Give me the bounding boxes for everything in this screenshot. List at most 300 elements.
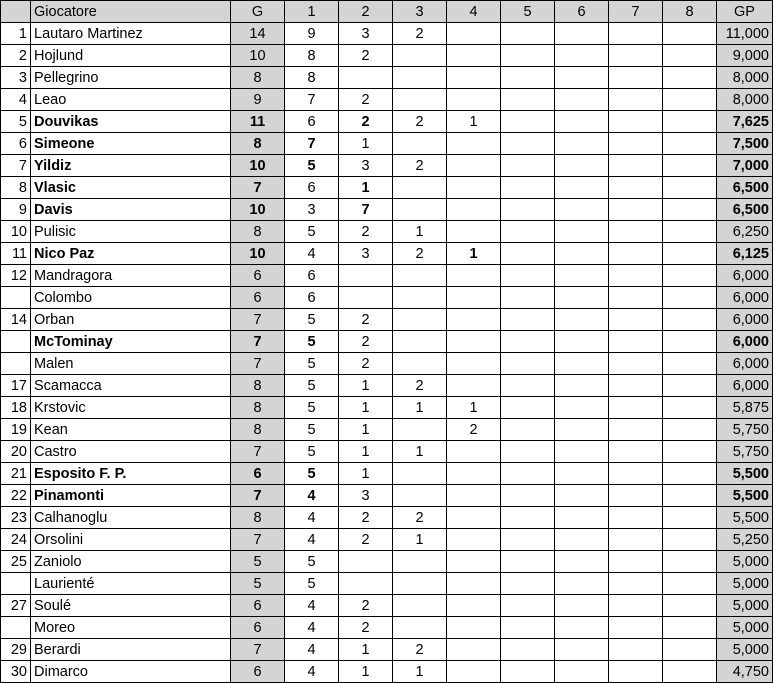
table-row	[1, 617, 773, 639]
col-3-cell	[393, 89, 447, 111]
g-cell: 8	[231, 67, 285, 89]
col-3-cell: 2	[393, 507, 447, 529]
rank-cell: 18	[1, 397, 31, 419]
g-cell: 7	[231, 441, 285, 463]
col-7-cell	[609, 441, 663, 463]
g-cell: 6	[231, 595, 285, 617]
table-row	[1, 661, 773, 683]
header-col-1: 1	[285, 1, 339, 23]
g-cell: 8	[231, 133, 285, 155]
col-4-cell: 2	[447, 419, 501, 441]
col-5-cell	[501, 375, 555, 397]
player-name-cell: Kean	[31, 419, 231, 441]
col-6-cell	[555, 507, 609, 529]
col-6-cell	[555, 617, 609, 639]
gp-cell: 6,125	[717, 243, 773, 265]
table-row	[1, 331, 773, 353]
col-1-cell: 8	[285, 67, 339, 89]
col-7-cell	[609, 397, 663, 419]
g-cell: 7	[231, 309, 285, 331]
col-3-cell	[393, 573, 447, 595]
col-4-cell	[447, 265, 501, 287]
header-col-4: 4	[447, 1, 501, 23]
rank-cell: 27	[1, 595, 31, 617]
col-3-cell	[393, 551, 447, 573]
table-row	[1, 89, 773, 111]
player-name-cell: Vlasic	[31, 177, 231, 199]
col-1-cell: 4	[285, 639, 339, 661]
player-name-cell: Zaniolo	[31, 551, 231, 573]
col-4-cell	[447, 133, 501, 155]
col-6-cell	[555, 529, 609, 551]
col-3-cell: 2	[393, 243, 447, 265]
col-2-cell: 2	[339, 309, 393, 331]
col-4-cell	[447, 529, 501, 551]
player-name-cell: Moreo	[31, 617, 231, 639]
col-3-cell: 2	[393, 111, 447, 133]
rank-cell: 14	[1, 309, 31, 331]
col-7-cell	[609, 551, 663, 573]
col-6-cell	[555, 331, 609, 353]
gp-cell: 7,625	[717, 111, 773, 133]
col-5-cell	[501, 199, 555, 221]
player-name-cell: McTominay	[31, 331, 231, 353]
col-6-cell	[555, 485, 609, 507]
col-3-cell: 1	[393, 441, 447, 463]
rank-cell: 29	[1, 639, 31, 661]
col-2-cell	[339, 551, 393, 573]
table-row	[1, 639, 773, 661]
col-1-cell: 5	[285, 419, 339, 441]
col-2-cell	[339, 573, 393, 595]
table-row	[1, 529, 773, 551]
table-row	[1, 441, 773, 463]
col-5-cell	[501, 661, 555, 683]
col-4-cell	[447, 375, 501, 397]
col-4-cell	[447, 485, 501, 507]
col-6-cell	[555, 353, 609, 375]
col-6-cell	[555, 23, 609, 45]
table-row	[1, 221, 773, 243]
col-8-cell	[663, 397, 717, 419]
table-row	[1, 177, 773, 199]
gp-cell: 6,250	[717, 221, 773, 243]
col-8-cell	[663, 199, 717, 221]
g-cell: 10	[231, 45, 285, 67]
player-name-cell: Castro	[31, 441, 231, 463]
col-7-cell	[609, 243, 663, 265]
col-5-cell	[501, 551, 555, 573]
col-7-cell	[609, 155, 663, 177]
col-8-cell	[663, 177, 717, 199]
col-7-cell	[609, 221, 663, 243]
col-5-cell	[501, 111, 555, 133]
table-row	[1, 199, 773, 221]
col-7-cell	[609, 331, 663, 353]
player-name-cell: Berardi	[31, 639, 231, 661]
g-cell: 10	[231, 243, 285, 265]
col-1-cell: 4	[285, 485, 339, 507]
col-8-cell	[663, 463, 717, 485]
col-6-cell	[555, 67, 609, 89]
col-5-cell	[501, 485, 555, 507]
col-3-cell	[393, 331, 447, 353]
gp-cell: 4,750	[717, 661, 773, 683]
col-1-cell: 5	[285, 551, 339, 573]
header-col-5: 5	[501, 1, 555, 23]
player-name-cell: Yildiz	[31, 155, 231, 177]
col-5-cell	[501, 463, 555, 485]
rank-cell: 21	[1, 463, 31, 485]
col-1-cell: 5	[285, 221, 339, 243]
col-6-cell	[555, 573, 609, 595]
col-3-cell: 1	[393, 221, 447, 243]
col-1-cell: 4	[285, 529, 339, 551]
col-5-cell	[501, 23, 555, 45]
g-cell: 5	[231, 551, 285, 573]
col-8-cell	[663, 309, 717, 331]
col-3-cell	[393, 133, 447, 155]
gp-cell: 5,500	[717, 507, 773, 529]
table-row	[1, 353, 773, 375]
rank-cell: 11	[1, 243, 31, 265]
col-5-cell	[501, 419, 555, 441]
g-cell: 7	[231, 177, 285, 199]
col-8-cell	[663, 551, 717, 573]
col-6-cell	[555, 441, 609, 463]
col-4-cell	[447, 595, 501, 617]
rank-cell	[1, 331, 31, 353]
gp-cell: 6,000	[717, 353, 773, 375]
header-col-6: 6	[555, 1, 609, 23]
col-2-cell: 1	[339, 419, 393, 441]
player-name-cell: Laurienté	[31, 573, 231, 595]
col-8-cell	[663, 573, 717, 595]
col-4-cell	[447, 463, 501, 485]
col-6-cell	[555, 111, 609, 133]
col-3-cell: 1	[393, 397, 447, 419]
rank-cell: 7	[1, 155, 31, 177]
col-2-cell	[339, 265, 393, 287]
col-8-cell	[663, 67, 717, 89]
col-4-cell	[447, 441, 501, 463]
col-3-cell: 2	[393, 23, 447, 45]
col-6-cell	[555, 243, 609, 265]
g-cell: 6	[231, 661, 285, 683]
col-2-cell: 2	[339, 595, 393, 617]
gp-cell: 5,750	[717, 441, 773, 463]
rank-cell: 9	[1, 199, 31, 221]
col-4-cell	[447, 309, 501, 331]
col-7-cell	[609, 111, 663, 133]
col-6-cell	[555, 177, 609, 199]
col-1-cell: 5	[285, 309, 339, 331]
col-4-cell	[447, 221, 501, 243]
rank-cell: 24	[1, 529, 31, 551]
col-7-cell	[609, 67, 663, 89]
col-6-cell	[555, 375, 609, 397]
gp-cell: 6,000	[717, 265, 773, 287]
col-3-cell	[393, 309, 447, 331]
col-7-cell	[609, 133, 663, 155]
col-1-cell: 4	[285, 507, 339, 529]
g-cell: 8	[231, 397, 285, 419]
rank-cell: 20	[1, 441, 31, 463]
col-4-cell	[447, 573, 501, 595]
col-8-cell	[663, 485, 717, 507]
player-name-cell: Calhanoglu	[31, 507, 231, 529]
col-2-cell: 2	[339, 111, 393, 133]
col-4-cell	[447, 199, 501, 221]
table-row	[1, 507, 773, 529]
col-1-cell: 4	[285, 595, 339, 617]
player-name-cell: Simeone	[31, 133, 231, 155]
rank-cell: 2	[1, 45, 31, 67]
player-name-cell: Soulé	[31, 595, 231, 617]
col-5-cell	[501, 45, 555, 67]
g-cell: 7	[231, 639, 285, 661]
gp-cell: 5,500	[717, 463, 773, 485]
rank-cell: 10	[1, 221, 31, 243]
col-8-cell	[663, 419, 717, 441]
col-4-cell	[447, 177, 501, 199]
col-8-cell	[663, 507, 717, 529]
table-row	[1, 595, 773, 617]
col-2-cell: 7	[339, 199, 393, 221]
gp-cell: 5,000	[717, 573, 773, 595]
col-4-cell	[447, 639, 501, 661]
col-7-cell	[609, 45, 663, 67]
col-6-cell	[555, 89, 609, 111]
col-8-cell	[663, 243, 717, 265]
col-5-cell	[501, 353, 555, 375]
col-2-cell: 2	[339, 353, 393, 375]
rank-cell: 17	[1, 375, 31, 397]
col-1-cell: 7	[285, 89, 339, 111]
g-cell: 10	[231, 199, 285, 221]
col-1-cell: 4	[285, 243, 339, 265]
col-4-cell	[447, 89, 501, 111]
g-cell: 11	[231, 111, 285, 133]
col-6-cell	[555, 133, 609, 155]
col-8-cell	[663, 441, 717, 463]
col-7-cell	[609, 89, 663, 111]
g-cell: 8	[231, 375, 285, 397]
gp-cell: 6,500	[717, 177, 773, 199]
col-1-cell: 8	[285, 45, 339, 67]
header-rank	[1, 1, 31, 23]
col-4-cell: 1	[447, 243, 501, 265]
col-2-cell: 2	[339, 507, 393, 529]
col-3-cell: 2	[393, 375, 447, 397]
gp-cell: 5,000	[717, 639, 773, 661]
col-6-cell	[555, 397, 609, 419]
col-5-cell	[501, 155, 555, 177]
col-5-cell	[501, 617, 555, 639]
col-7-cell	[609, 639, 663, 661]
col-1-cell: 6	[285, 111, 339, 133]
gp-cell: 11,000	[717, 23, 773, 45]
table-row	[1, 287, 773, 309]
rank-cell: 6	[1, 133, 31, 155]
col-2-cell	[339, 67, 393, 89]
gp-cell: 7,000	[717, 155, 773, 177]
col-2-cell: 1	[339, 661, 393, 683]
col-3-cell	[393, 463, 447, 485]
player-name-cell: Dimarco	[31, 661, 231, 683]
g-cell: 7	[231, 485, 285, 507]
col-7-cell	[609, 485, 663, 507]
col-1-cell: 5	[285, 441, 339, 463]
g-cell: 8	[231, 507, 285, 529]
player-name-cell: Davis	[31, 199, 231, 221]
col-6-cell	[555, 639, 609, 661]
col-5-cell	[501, 133, 555, 155]
col-8-cell	[663, 617, 717, 639]
header-col-8: 8	[663, 1, 717, 23]
col-3-cell	[393, 617, 447, 639]
rank-cell	[1, 353, 31, 375]
col-3-cell	[393, 287, 447, 309]
gp-cell: 7,500	[717, 133, 773, 155]
col-8-cell	[663, 265, 717, 287]
col-3-cell	[393, 265, 447, 287]
table-row	[1, 419, 773, 441]
rank-cell: 8	[1, 177, 31, 199]
col-1-cell: 9	[285, 23, 339, 45]
player-name-cell: Pellegrino	[31, 67, 231, 89]
col-2-cell: 1	[339, 177, 393, 199]
g-cell: 8	[231, 221, 285, 243]
g-cell: 10	[231, 155, 285, 177]
col-7-cell	[609, 617, 663, 639]
rank-cell: 5	[1, 111, 31, 133]
col-3-cell	[393, 419, 447, 441]
col-2-cell: 3	[339, 155, 393, 177]
col-7-cell	[609, 419, 663, 441]
col-1-cell: 6	[285, 287, 339, 309]
col-7-cell	[609, 265, 663, 287]
g-cell: 6	[231, 287, 285, 309]
col-7-cell	[609, 463, 663, 485]
gp-cell: 5,875	[717, 397, 773, 419]
col-5-cell	[501, 287, 555, 309]
gp-cell: 6,000	[717, 287, 773, 309]
gp-cell: 5,750	[717, 419, 773, 441]
col-3-cell	[393, 595, 447, 617]
gp-cell: 5,000	[717, 595, 773, 617]
col-4-cell	[447, 617, 501, 639]
col-2-cell: 1	[339, 639, 393, 661]
col-7-cell	[609, 309, 663, 331]
col-4-cell	[447, 661, 501, 683]
col-8-cell	[663, 221, 717, 243]
table-row	[1, 573, 773, 595]
header-g: G	[231, 1, 285, 23]
col-8-cell	[663, 331, 717, 353]
col-7-cell	[609, 573, 663, 595]
table-row	[1, 463, 773, 485]
g-cell: 7	[231, 353, 285, 375]
header-row	[1, 1, 773, 23]
col-7-cell	[609, 23, 663, 45]
col-2-cell: 2	[339, 221, 393, 243]
table-row	[1, 45, 773, 67]
col-2-cell	[339, 287, 393, 309]
rank-cell	[1, 573, 31, 595]
col-1-cell: 4	[285, 661, 339, 683]
table-row	[1, 155, 773, 177]
col-3-cell	[393, 199, 447, 221]
col-4-cell	[447, 507, 501, 529]
table-row	[1, 23, 773, 45]
col-3-cell	[393, 353, 447, 375]
col-5-cell	[501, 573, 555, 595]
col-8-cell	[663, 639, 717, 661]
rank-cell: 30	[1, 661, 31, 683]
gp-cell: 6,000	[717, 309, 773, 331]
col-2-cell: 1	[339, 375, 393, 397]
header-col-7: 7	[609, 1, 663, 23]
col-2-cell: 3	[339, 243, 393, 265]
rank-cell: 22	[1, 485, 31, 507]
rank-cell	[1, 617, 31, 639]
col-7-cell	[609, 375, 663, 397]
rank-cell	[1, 287, 31, 309]
col-2-cell: 1	[339, 463, 393, 485]
table-row	[1, 309, 773, 331]
header-col-3: 3	[393, 1, 447, 23]
col-2-cell: 2	[339, 529, 393, 551]
g-cell: 7	[231, 529, 285, 551]
table-row	[1, 551, 773, 573]
col-1-cell: 6	[285, 177, 339, 199]
col-6-cell	[555, 661, 609, 683]
col-8-cell	[663, 89, 717, 111]
col-4-cell	[447, 287, 501, 309]
player-name-cell: Esposito F. P.	[31, 463, 231, 485]
g-cell: 6	[231, 265, 285, 287]
g-cell: 6	[231, 617, 285, 639]
col-5-cell	[501, 529, 555, 551]
col-8-cell	[663, 155, 717, 177]
col-6-cell	[555, 309, 609, 331]
gp-cell: 5,250	[717, 529, 773, 551]
col-8-cell	[663, 661, 717, 683]
col-5-cell	[501, 265, 555, 287]
col-7-cell	[609, 287, 663, 309]
col-2-cell: 2	[339, 89, 393, 111]
col-7-cell	[609, 661, 663, 683]
col-3-cell	[393, 45, 447, 67]
g-cell: 5	[231, 573, 285, 595]
col-8-cell	[663, 375, 717, 397]
player-name-cell: Lautaro Martinez	[31, 23, 231, 45]
col-4-cell	[447, 67, 501, 89]
col-3-cell: 2	[393, 155, 447, 177]
gp-cell: 5,000	[717, 617, 773, 639]
g-cell: 9	[231, 89, 285, 111]
col-2-cell: 2	[339, 617, 393, 639]
col-2-cell: 1	[339, 133, 393, 155]
player-name-cell: Hojlund	[31, 45, 231, 67]
g-cell: 14	[231, 23, 285, 45]
player-name-cell: Orban	[31, 309, 231, 331]
rank-cell: 25	[1, 551, 31, 573]
col-5-cell	[501, 177, 555, 199]
col-1-cell: 5	[285, 375, 339, 397]
col-6-cell	[555, 265, 609, 287]
